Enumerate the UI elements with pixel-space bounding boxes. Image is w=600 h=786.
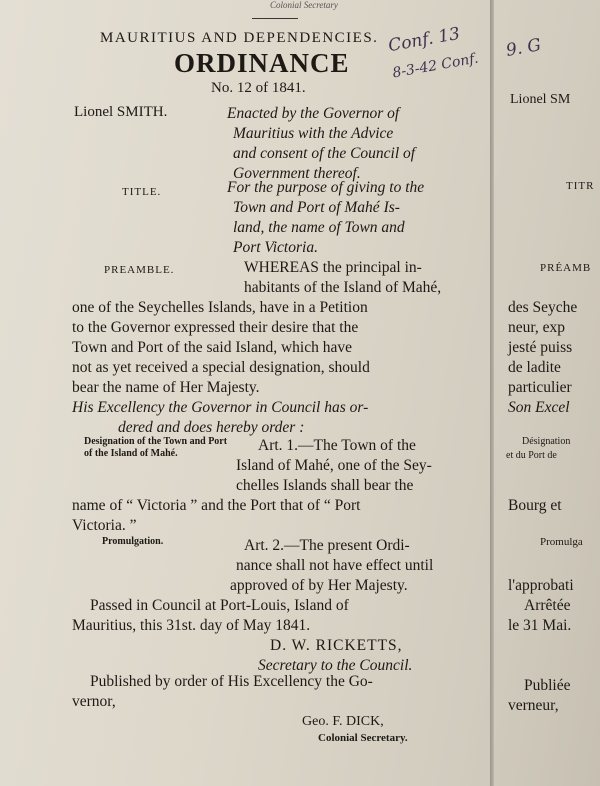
signature-dick-name: Geo. F. DICK, [302, 714, 384, 729]
fr-line-6: Son Excel [508, 399, 570, 416]
fr-titre: TITR [566, 180, 595, 192]
fr-arretee: Arrêtée [524, 597, 571, 614]
enacted-text: Enacted by the Governor of Mauritius with the Advice and consent of the Council of Government thereof. [227, 105, 416, 182]
french-column [496, 0, 600, 786]
fr-line-1: des Seyche [508, 299, 578, 316]
fr-line-4: de ladite [508, 359, 561, 376]
page-fold [490, 0, 494, 786]
ordinance-title: ORDINANCE [174, 48, 350, 78]
ordinance-number: No. 12 of 1841. [211, 80, 306, 96]
article1-line-2: Island of Mahé, one of the Sey- [236, 457, 432, 474]
fr-designation-2: et du Port de [506, 450, 557, 461]
header-top-label: Colonial Secretary [270, 0, 338, 10]
signature-dick-title: Colonial Secretary. [318, 732, 408, 744]
article1-line-4: name of “ Victoria ” and the Port that of “ Port [72, 497, 361, 514]
title-text: For the purpose of giving to the Town and Port of Mahé Is- land, the name of Town and Port Victoria. [227, 179, 425, 256]
fr-governor: Lionel SM [510, 92, 571, 107]
title-label: TITLE. [122, 186, 162, 198]
article2-side-label: Promulgation. [102, 536, 164, 547]
fr-verneur: verneur, [508, 697, 559, 714]
preamble-line-2: habitants of the Island of Mahé, [244, 279, 442, 296]
preamble-line-4: to the Governor expressed their desire that the [72, 319, 359, 336]
handwritten-annotation-2: 8-3-42 Conf. [391, 50, 480, 82]
preamble-line-3: one of the Seychelles Islands, have in a Petition [72, 299, 368, 316]
published-line-2: vernor, [72, 693, 116, 710]
preamble-line-5: Town and Port of the said Island, which have [72, 339, 353, 356]
fr-line-2: neur, exp [508, 319, 566, 336]
fr-line-5: particulier [508, 379, 572, 396]
article1-line-5: Victoria. ” [72, 517, 137, 534]
preamble-line-1: WHEREAS the principal in- [244, 259, 422, 276]
order-line-2: dered and does hereby order : [118, 419, 305, 436]
article1-side-label: Designation of the Town and Port of the Island of Mahé. [84, 436, 228, 459]
article2-line-1: Art. 2.—The present Ordi- [244, 537, 410, 554]
fr-bourg: Bourg et [508, 497, 562, 514]
passed-line-1: Passed in Council at Port-Louis, Island of [90, 597, 349, 614]
published-line-1: Published by order of His Excellency the Go- [90, 673, 373, 690]
article1-line-3: chelles Islands shall bear the [236, 477, 414, 494]
preamble-line-7: bear the name of Her Majesty. [72, 379, 260, 396]
fr-preamble: PRÉAMB [540, 262, 592, 274]
preamble-line-6: not as yet received a special designation, should [72, 359, 370, 376]
fr-date: le 31 Mai. [508, 617, 572, 634]
fr-designation-1: Désignation [522, 436, 571, 447]
english-column [64, 0, 494, 786]
handwritten-annotation-1: Conf. 13 [386, 23, 462, 57]
article2-line-2: nance shall not have effect until [236, 557, 434, 574]
article1-line-1: Art. 1.—The Town of the [258, 437, 416, 454]
passed-line-2: Mauritius, this 31st. day of May 1841. [72, 617, 311, 634]
article2-line-3: approved of by Her Majesty. [230, 577, 408, 594]
signature-ricketts-title: Secretary to the Council. [258, 657, 413, 674]
signature-ricketts-name: D. W. RICKETTS, [270, 637, 403, 654]
country-heading: MAURITIUS AND DEPENDENCIES. [100, 30, 379, 46]
governor-name: Lionel SMITH. [74, 104, 168, 120]
handwritten-annotation-3: 9. G [504, 35, 543, 61]
fr-promulgation: Promulga [540, 536, 583, 548]
fr-line-3: jesté puiss [508, 339, 573, 356]
fr-approbation: l'approbati [508, 577, 574, 594]
fr-publiee: Publiée [524, 677, 571, 694]
preamble-label: PREAMBLE. [104, 264, 175, 276]
order-line-1: His Excellency the Governor in Council has or- [72, 399, 369, 416]
